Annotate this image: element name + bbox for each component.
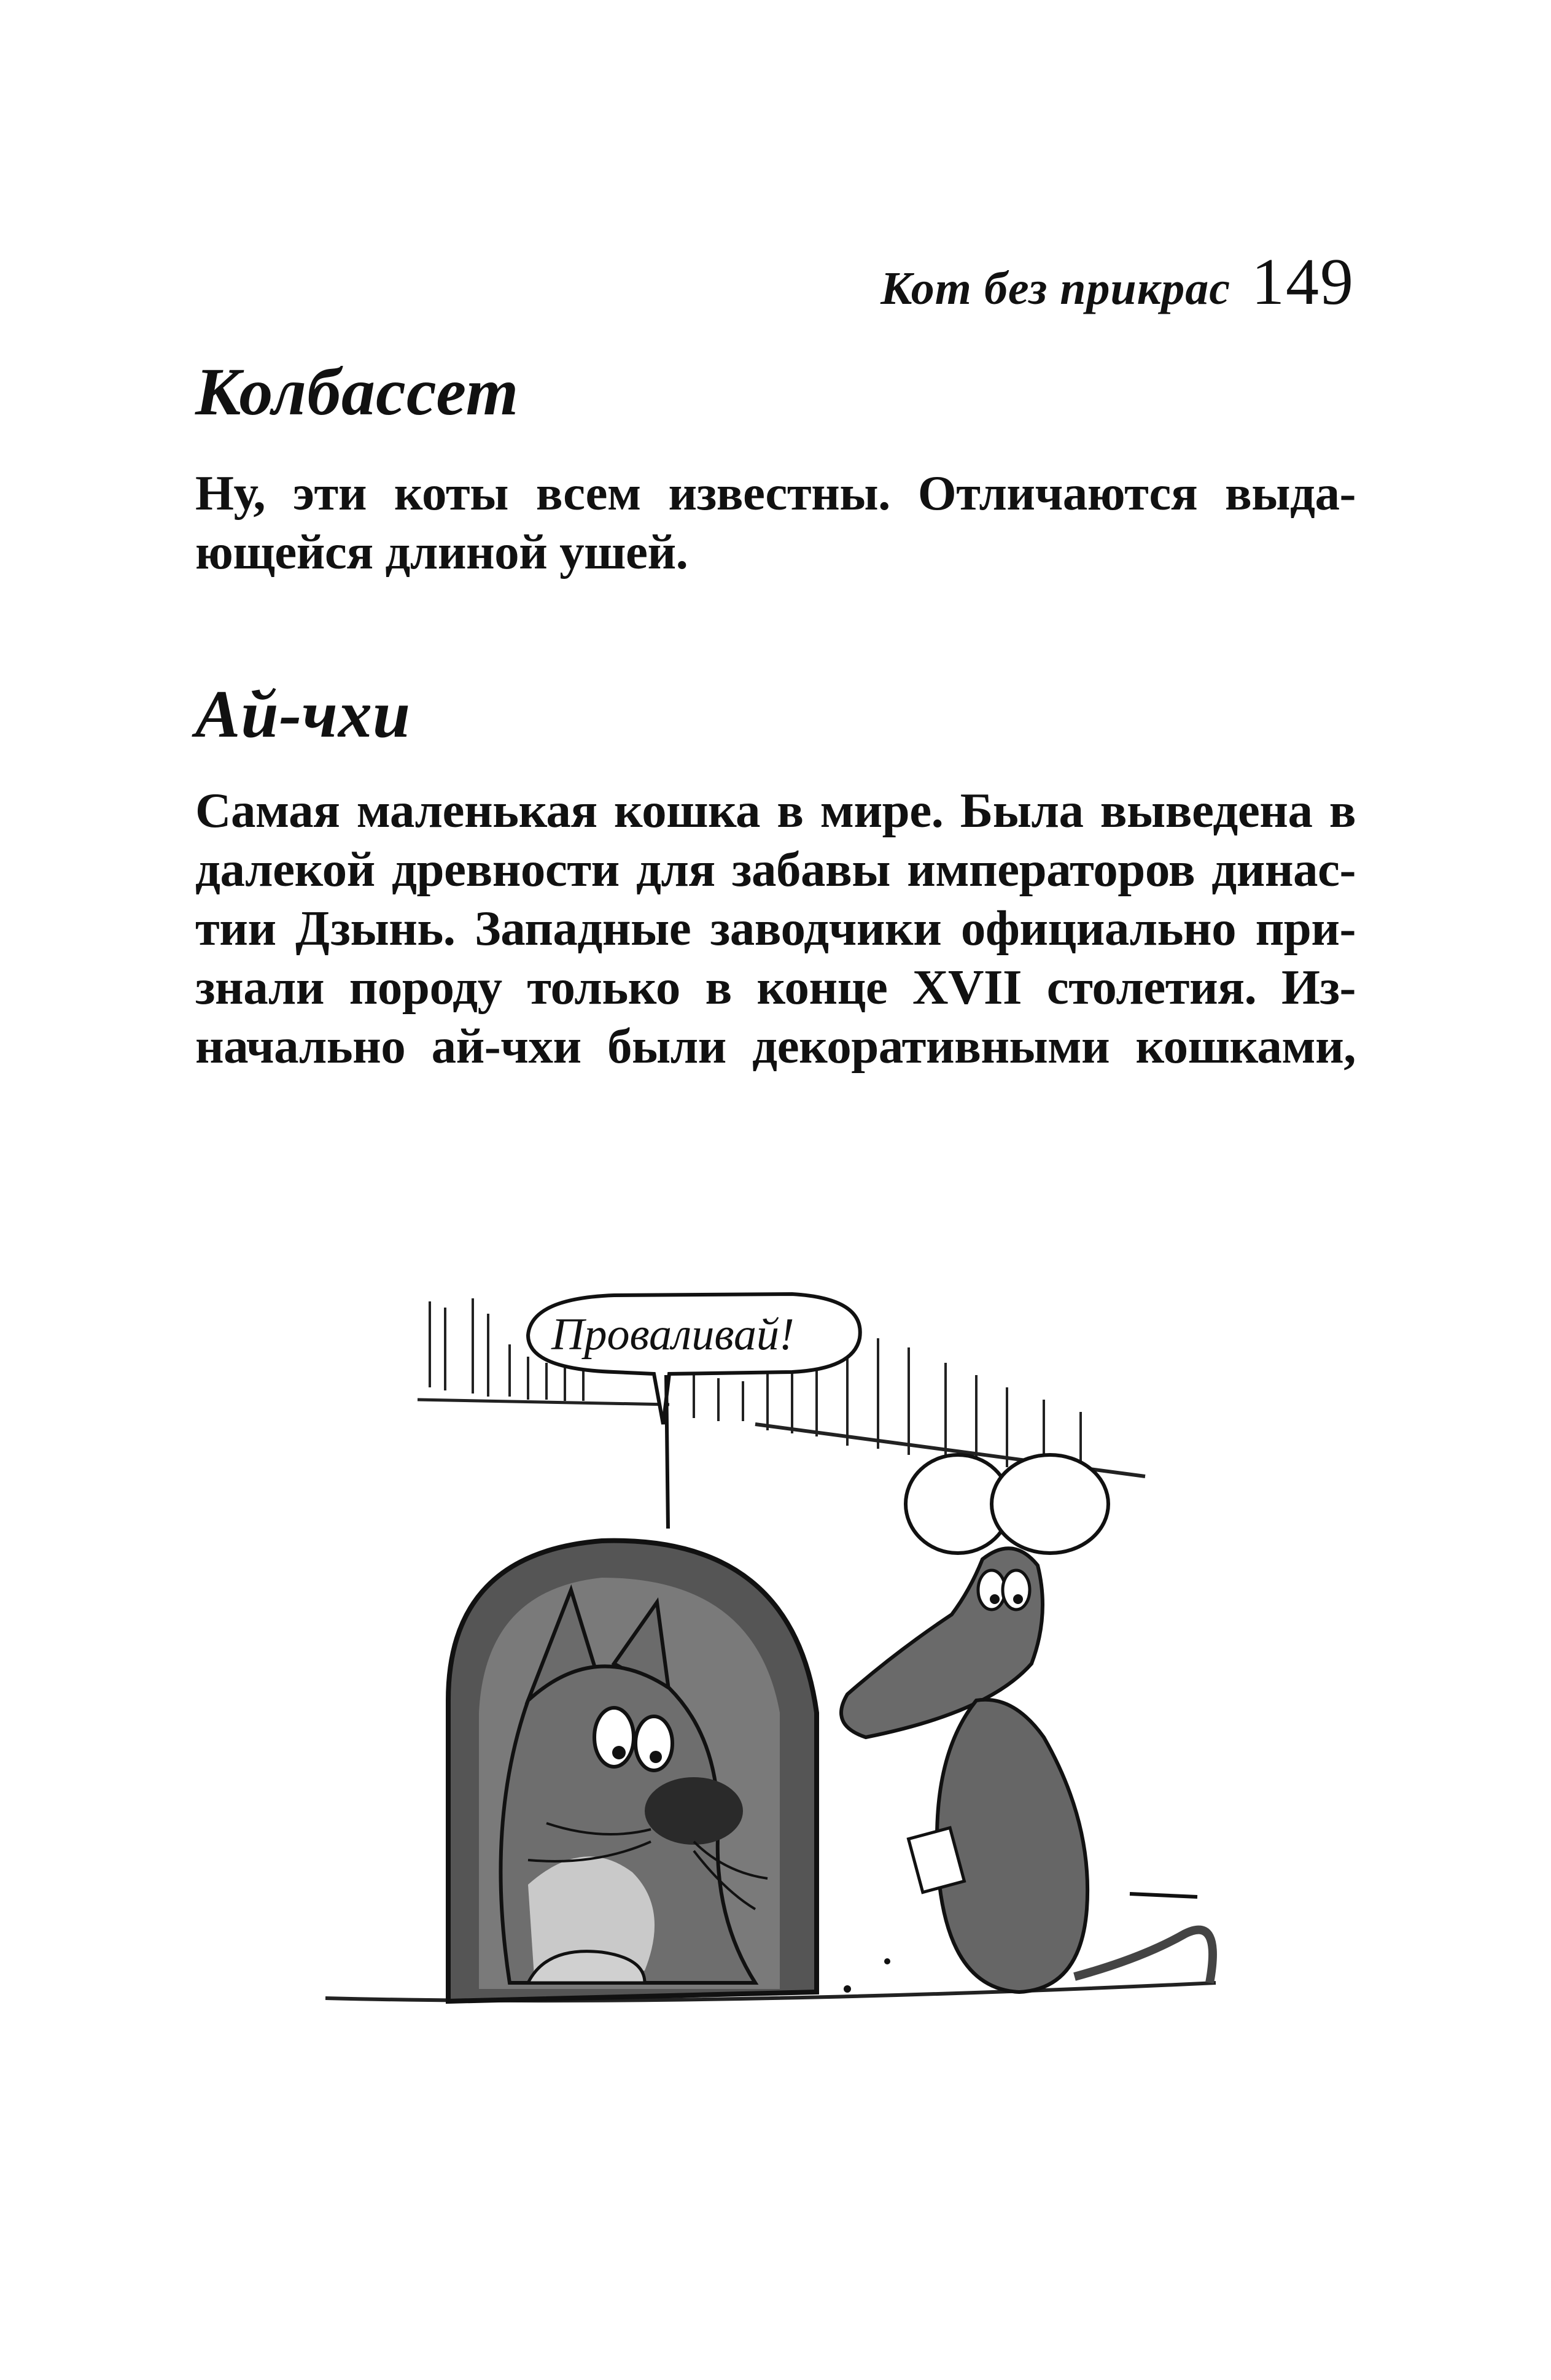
- paragraph-ai-chhi: [195, 781, 1356, 1076]
- text-line: знали породу только в конце XVII столетия. Из-: [195, 959, 1356, 1015]
- cartoon-illustration: [325, 1271, 1246, 2173]
- cat-nose: [645, 1777, 743, 1845]
- speech-bubble-tail: [666, 1375, 668, 1529]
- text-line: тии Дзынь. Западные заводчики официально при-: [195, 901, 1356, 956]
- running-title: Кот без прикрас: [880, 263, 1230, 314]
- mouse-ear-right: [992, 1455, 1108, 1553]
- cat-eye-left: [594, 1708, 634, 1767]
- paragraph-kolbasset: [195, 463, 1356, 581]
- mouse: [841, 1455, 1213, 1993]
- text-line: Самая маленькая кошка в мире. Была выведена в: [195, 783, 1356, 838]
- page-number: 149: [1251, 246, 1355, 319]
- text-line: начально ай-чхи были декоративными кошками,: [195, 1018, 1356, 1074]
- section-heading-ai-chhi: Ай-чхи: [195, 676, 411, 751]
- text-line: далекой древности для забавы императоров динас-: [195, 842, 1356, 897]
- running-head: [880, 244, 1355, 320]
- speech-bubble-text: Проваливай!: [551, 1309, 795, 1360]
- text-line: Ну, эти коты всем известны. Отличаются выда-: [195, 465, 1356, 521]
- text-line: ющейся длиной ушей.: [195, 524, 688, 579]
- section-heading-kolbasset: Колбассет: [195, 354, 519, 429]
